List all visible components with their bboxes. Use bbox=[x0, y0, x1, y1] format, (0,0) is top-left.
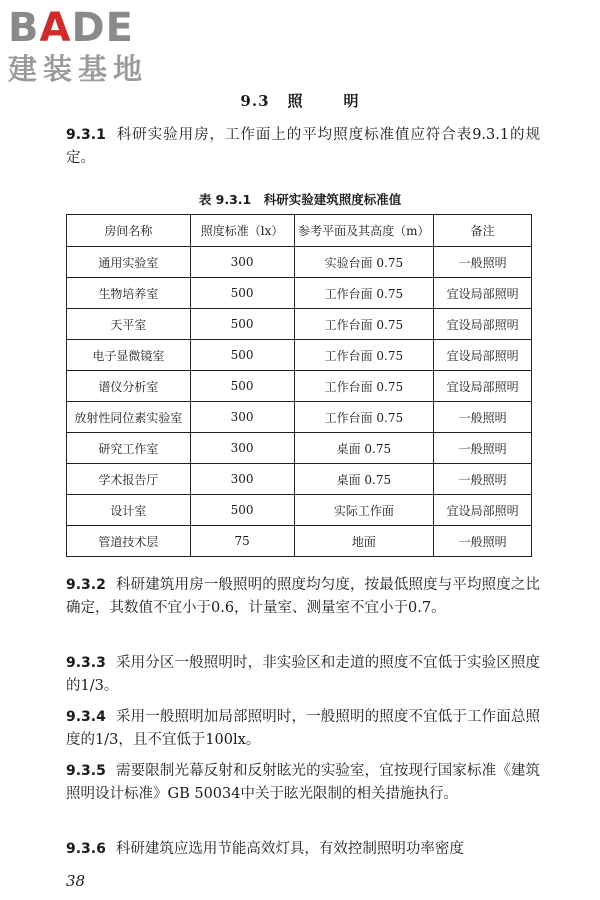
logo-letter-a: A bbox=[39, 5, 72, 51]
cell-room: 生物培养室 bbox=[67, 278, 191, 309]
logo-tagline: 建装基地 bbox=[8, 52, 149, 86]
table-row bbox=[67, 495, 532, 526]
clause-text: 采用一般照明加局部照明时，一般照明的照度不宜低于工作面总照度的1/3，且不宜低于100lx。 bbox=[66, 709, 540, 748]
cell-room: 学术报告厅 bbox=[67, 464, 191, 495]
cell-plane: 工作台面 0.75 bbox=[294, 402, 434, 433]
table-row bbox=[67, 247, 532, 278]
cell-plane: 地面 bbox=[294, 526, 434, 557]
cell-remark: 宜设局部照明 bbox=[434, 495, 532, 526]
cell-lux: 500 bbox=[190, 278, 294, 309]
clause-text: 科研建筑用房一般照明的照度均匀度，按最低照度与平均照度之比确定，其数值不宜小于0.6，计量室、测量室不宜小于0.7。 bbox=[66, 577, 540, 616]
cell-room: 电子显微镜室 bbox=[67, 340, 191, 371]
clause-number: 9.3.5 bbox=[66, 763, 106, 779]
clause-text: 需要限制光幕反射和反射眩光的实验室，宜按现行国家标准《建筑照明设计标准》GB 50034中关于眩光限制的相关措施执行。 bbox=[66, 763, 540, 802]
cell-lux: 300 bbox=[190, 247, 294, 278]
cell-remark: 一般照明 bbox=[434, 247, 532, 278]
clause-number: 9.3.1 bbox=[66, 127, 106, 143]
illuminance-table bbox=[66, 214, 532, 557]
cell-room: 放射性同位素实验室 bbox=[67, 402, 191, 433]
section-title-char1: 照 bbox=[287, 92, 304, 110]
clause-text: 科研实验用房，工作面上的平均照度标准值应符合表9.3.1的规定。 bbox=[66, 127, 540, 166]
cell-room: 天平室 bbox=[67, 309, 191, 340]
cell-plane: 实验台面 0.75 bbox=[294, 247, 434, 278]
cell-lux: 500 bbox=[190, 495, 294, 526]
clause-9-3-2 bbox=[66, 574, 540, 620]
clause-text: 采用分区一般照明时，非实验区和走道的照度不宜低于实验区照度的1/3。 bbox=[66, 655, 540, 694]
brand-logo bbox=[8, 6, 178, 86]
logo-wordmark bbox=[8, 6, 178, 50]
cell-plane: 桌面 0.75 bbox=[294, 464, 434, 495]
cell-remark: 一般照明 bbox=[434, 464, 532, 495]
cell-remark: 宜设局部照明 bbox=[434, 371, 532, 402]
cell-plane: 工作台面 0.75 bbox=[294, 371, 434, 402]
clause-number: 9.3.6 bbox=[66, 841, 106, 857]
cell-lux: 300 bbox=[190, 464, 294, 495]
cell-plane: 工作台面 0.75 bbox=[294, 278, 434, 309]
cell-remark: 宜设局部照明 bbox=[434, 278, 532, 309]
cell-plane: 实际工作面 bbox=[294, 495, 434, 526]
cell-lux: 500 bbox=[190, 309, 294, 340]
table-row bbox=[67, 278, 532, 309]
table-row bbox=[67, 309, 532, 340]
cell-plane: 工作台面 0.75 bbox=[294, 340, 434, 371]
cell-room: 通用实验室 bbox=[67, 247, 191, 278]
table-row bbox=[67, 371, 532, 402]
table-header-row bbox=[67, 215, 532, 247]
table-row bbox=[67, 464, 532, 495]
header-reference-plane: 参考平面及其高度（m） bbox=[294, 215, 434, 247]
cell-lux: 75 bbox=[190, 526, 294, 557]
header-illuminance: 照度标准（lx） bbox=[190, 215, 294, 247]
cell-remark: 宜设局部照明 bbox=[434, 340, 532, 371]
section-number: 9.3 bbox=[240, 92, 270, 110]
section-title-char2: 明 bbox=[343, 92, 360, 110]
clause-9-3-4 bbox=[66, 706, 540, 752]
cell-lux: 500 bbox=[190, 340, 294, 371]
cell-room: 谱仪分析室 bbox=[67, 371, 191, 402]
table-caption: 表 9.3.1 科研实验建筑照度标准值 bbox=[198, 192, 402, 207]
logo-letters-de: DE bbox=[71, 5, 134, 51]
clause-9-3-6 bbox=[66, 838, 540, 861]
clause-9-3-5 bbox=[66, 760, 540, 806]
header-room-name: 房间名称 bbox=[67, 215, 191, 247]
table-row bbox=[67, 433, 532, 464]
cell-remark: 一般照明 bbox=[434, 402, 532, 433]
logo-letter-b: B bbox=[8, 5, 40, 51]
clause-9-3-1 bbox=[66, 124, 540, 170]
cell-room: 研究工作室 bbox=[67, 433, 191, 464]
clause-text: 科研建筑应选用节能高效灯具，有效控制照明功率密度 bbox=[115, 841, 464, 857]
clause-number: 9.3.3 bbox=[66, 655, 106, 671]
clause-number: 9.3.4 bbox=[66, 709, 106, 725]
cell-plane: 工作台面 0.75 bbox=[294, 309, 434, 340]
cell-remark: 一般照明 bbox=[434, 433, 532, 464]
cell-remark: 宜设局部照明 bbox=[434, 309, 532, 340]
cell-room: 管道技术层 bbox=[67, 526, 191, 557]
section-heading bbox=[0, 90, 600, 111]
table-row bbox=[67, 526, 532, 557]
clause-9-3-3 bbox=[66, 652, 540, 698]
cell-plane: 桌面 0.75 bbox=[294, 433, 434, 464]
clause-number: 9.3.2 bbox=[66, 577, 106, 593]
table-row bbox=[67, 340, 532, 371]
page-number: 38 bbox=[66, 872, 86, 890]
table-row bbox=[67, 402, 532, 433]
cell-lux: 300 bbox=[190, 402, 294, 433]
cell-lux: 500 bbox=[190, 371, 294, 402]
cell-lux: 300 bbox=[190, 433, 294, 464]
header-remarks: 备注 bbox=[434, 215, 532, 247]
cell-remark: 一般照明 bbox=[434, 526, 532, 557]
cell-room: 设计室 bbox=[67, 495, 191, 526]
